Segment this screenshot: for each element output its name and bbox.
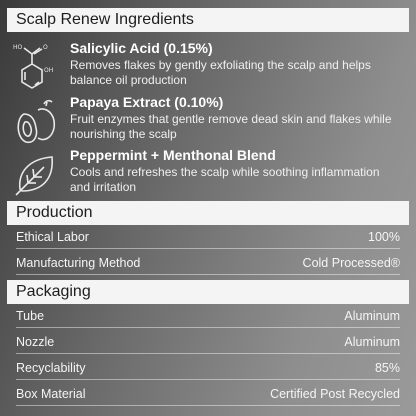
row-value: Aluminum — [344, 335, 400, 349]
leaf-icon — [10, 149, 60, 199]
table-row — [16, 331, 400, 354]
ingredient-description: Fruit enzymes that gentle remove dead skin and flakes while nourishing the scalp — [70, 112, 392, 141]
row-value: Cold Processed® — [302, 256, 400, 270]
row-label: Manufacturing Method — [16, 256, 141, 270]
ingredient-name: Salicylic Acid (0.15%) — [70, 40, 213, 56]
svg-text:O: O — [43, 44, 48, 51]
packaging-section-title: Packaging — [7, 280, 409, 304]
production-section-title: Production — [7, 201, 409, 225]
row-value: Certified Post Recycled — [270, 387, 400, 401]
ingredient-item-papaya-extract — [0, 94, 416, 150]
svg-text:HO: HO — [13, 44, 23, 51]
table-row — [16, 305, 400, 328]
row-value: 85% — [374, 361, 400, 375]
ingredient-description: Cools and refreshes the scalp while soothing inflammation and irritation — [70, 165, 380, 194]
row-label: Nozzle — [16, 335, 55, 349]
row-value: Aluminum — [344, 309, 400, 323]
table-row — [16, 383, 400, 406]
table-row — [16, 252, 400, 275]
ingredient-item-peppermint-blend — [0, 147, 416, 203]
ingredient-description: Removes flakes by gently exfoliating the scalp and helps balance oil production — [70, 58, 371, 87]
svg-text:OH: OH — [44, 67, 54, 74]
ingredient-item-salicylic-acid — [0, 40, 416, 96]
ingredient-name: Peppermint + Menthonal Blend — [70, 147, 276, 163]
papaya-icon — [10, 96, 60, 146]
row-label: Recyclability — [16, 361, 86, 375]
molecule-icon — [10, 42, 60, 92]
ingredients-section-title: Scalp Renew Ingredients — [7, 8, 409, 32]
row-label: Tube — [16, 309, 45, 323]
table-row — [16, 357, 400, 380]
row-label: Ethical Labor — [16, 230, 89, 244]
row-value: 100% — [368, 230, 400, 244]
table-row — [16, 226, 400, 249]
ingredient-name: Papaya Extract (0.10%) — [70, 94, 224, 110]
row-label: Box Material — [16, 387, 86, 401]
